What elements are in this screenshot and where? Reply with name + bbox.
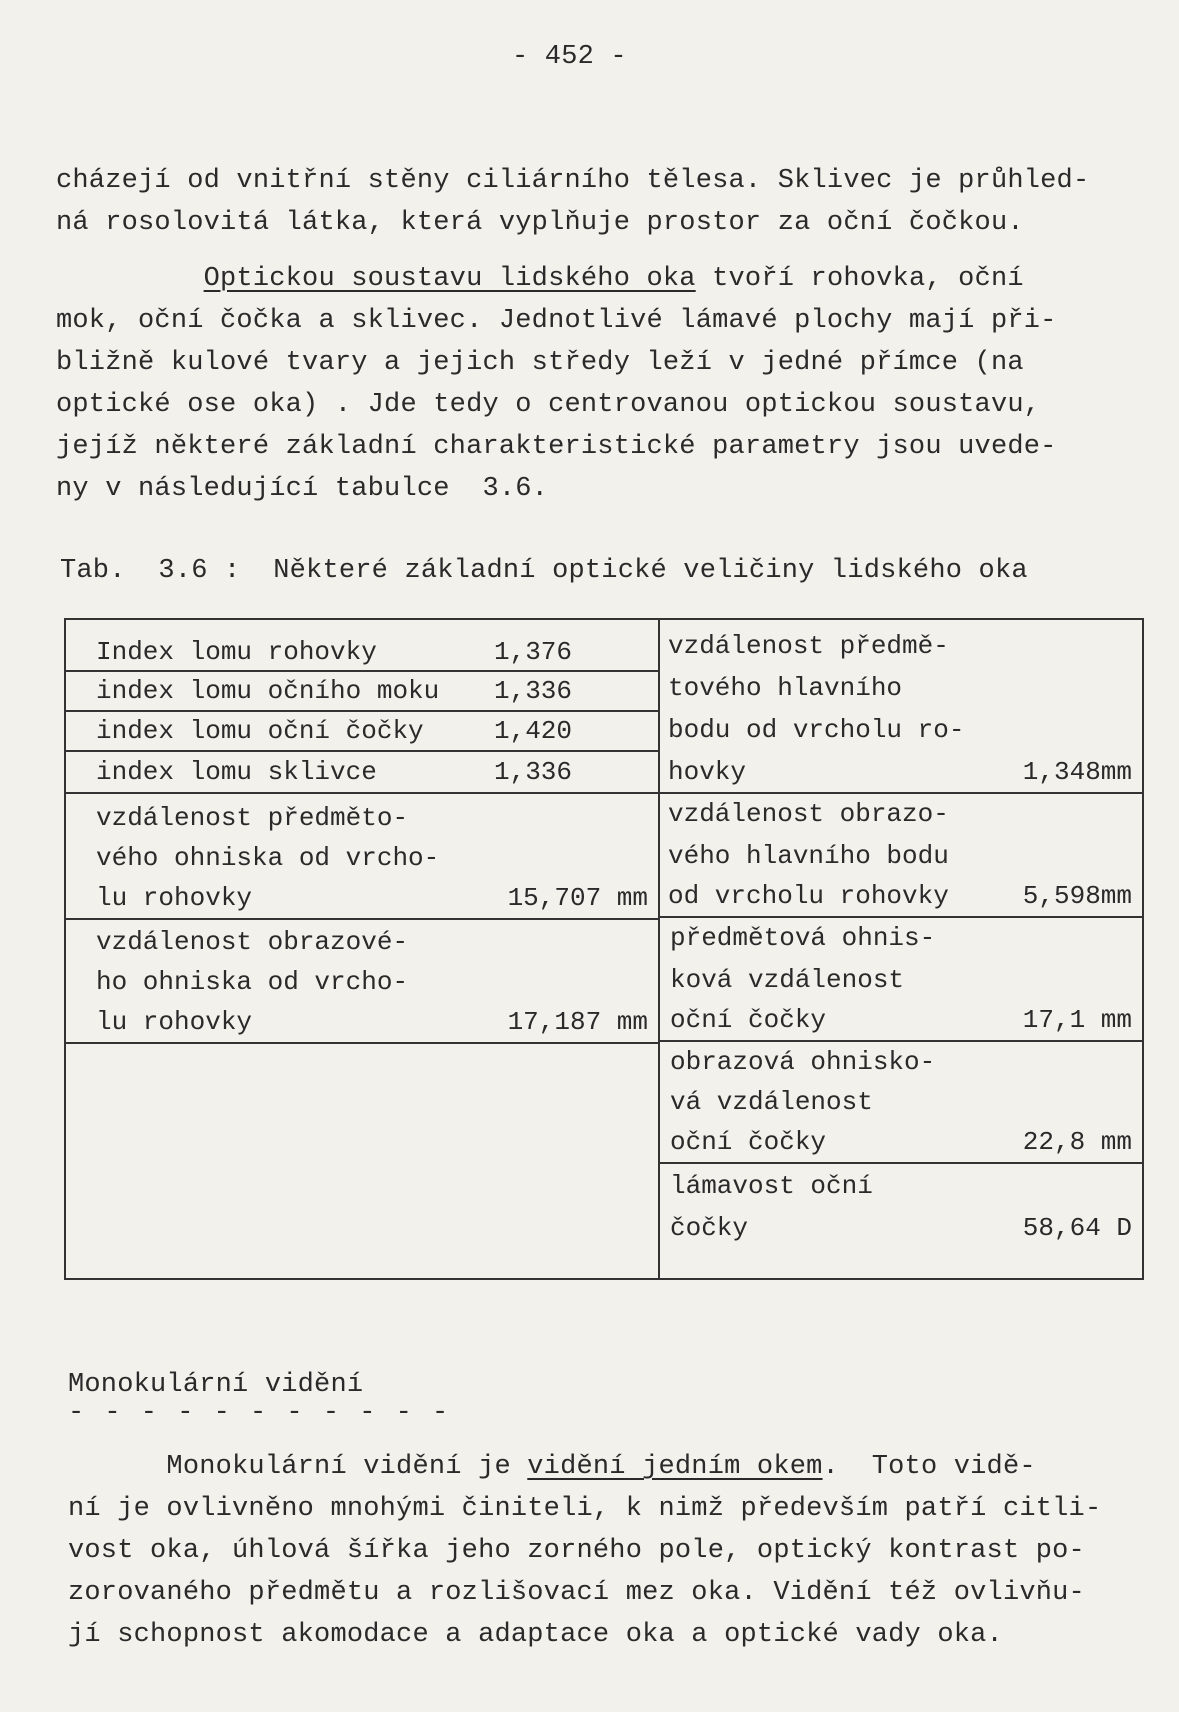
optics-line-1 [56, 264, 1024, 294]
table-border-bottom [64, 1278, 1144, 1280]
right-label-1-line-1: vzdálenost předmě- [668, 631, 949, 661]
section-line-3: vost oka, úhlová šířka jeho zorného pole, optický kontrast po- [68, 1536, 1085, 1566]
right-label-2-line-1: vzdálenost obrazo- [668, 799, 949, 829]
right-label-2-line-3: od vrcholu rohovky [668, 881, 949, 911]
section-heading-dashes: - - - - - - - - - - - [68, 1398, 451, 1428]
right-label-1-line-2: tového hlavního [668, 673, 903, 703]
left-label-5-line-2: vého ohniska od vrcho- [96, 843, 440, 873]
optics-line-3: bližně kulové tvary a jejich středy leží v jedné přímce (na [56, 348, 1024, 378]
left-label-4: index lomu sklivce [96, 757, 377, 787]
right-label-3-line-3: oční čočky [670, 1005, 827, 1035]
left-label-6-line-3: lu rohovky [96, 1007, 253, 1037]
left-value-3: 1,420 [494, 716, 573, 746]
section-line-5: jí schopnost akomodace a adaptace oka a optické vady oka. [68, 1620, 1003, 1650]
optics-underlined-term: Optickou soustavu lidského oka [203, 264, 696, 294]
left-value-6: 17,187 mm [507, 1007, 648, 1037]
right-label-3-line-2: ková vzdálenost [670, 965, 905, 995]
left-label-5-line-1: vzdálenost předměto- [96, 803, 409, 833]
table-caption: Tab. 3.6 : Některé základní optické veličiny lidského oka [60, 556, 1028, 586]
table-border-left [64, 618, 66, 1280]
optics-line-6: ny v následující tabulce 3.6. [56, 474, 549, 504]
left-label-1: Index lomu rohovky [96, 637, 377, 667]
right-label-4-line-3: oční čočky [670, 1127, 827, 1157]
left-label-6-line-1: vzdálenost obrazové- [96, 927, 409, 957]
right-label-5-line-2: čočky [670, 1213, 749, 1243]
right-label-4-line-2: vá vzdálenost [670, 1087, 873, 1117]
intro-line-1: cházejí od vnitřní stěny ciliárního tělesa. Sklivec je průhled- [56, 166, 1090, 196]
right-label-1-line-4: hovky [668, 757, 747, 787]
section-line-4: zorovaného předmětu a rozlišovací mez oka. Vidění též ovlivňu- [68, 1578, 1085, 1608]
optics-line-1-rest: tvoří rohovka, oční [695, 264, 1024, 294]
right-label-2-line-2: vého hlavního bodu [668, 841, 949, 871]
left-value-1: 1,376 [494, 637, 573, 667]
section-underlined-term: vidění jedním okem [527, 1452, 823, 1482]
right-label-4-line-1: obrazová ohnisko- [670, 1047, 936, 1077]
page-number: - 452 - [512, 42, 627, 72]
optics-line-2: mok, oční čočka a sklivec. Jednotlivé lámavé plochy mají při- [56, 306, 1057, 336]
left-value-4: 1,336 [494, 757, 573, 787]
section-line-1-rest: . Toto vidě- [822, 1452, 1036, 1482]
left-label-5-line-3: lu rohovky [96, 883, 253, 913]
left-value-2: 1,336 [494, 676, 573, 706]
right-value-3: 17,1 mm [1022, 1005, 1132, 1035]
optics-line-5: jejíž některé základní charakteristické parametry jsou uvede- [56, 432, 1057, 462]
table-column-divider [658, 618, 660, 1280]
right-value-5: 58,64 D [1022, 1213, 1132, 1243]
section-heading: Monokulární vidění [68, 1370, 364, 1400]
section-line-2: ní je ovlivněno mnohými činiteli, k nimž především patří citli- [68, 1494, 1102, 1524]
left-label-3: index lomu oční čočky [96, 716, 424, 746]
right-label-3-line-1: předmětová ohnis- [670, 923, 936, 953]
left-label-2: index lomu očního moku [96, 676, 440, 706]
table-border-right [1142, 618, 1144, 1280]
right-label-1-line-3: bodu od vrcholu ro- [668, 715, 965, 745]
optics-line-4: optické ose oka) . Jde tedy o centrovanou optickou soustavu, [56, 390, 1041, 420]
section-line-1 [68, 1452, 1036, 1482]
section-line-1-start: Monokulární vidění je [68, 1452, 528, 1482]
table-border-top [64, 618, 1144, 620]
right-value-1: 1,348mm [1022, 757, 1132, 787]
left-label-6-line-2: ho ohniska od vrcho- [96, 967, 409, 997]
right-value-2: 5,598mm [1022, 881, 1132, 911]
intro-line-2: ná rosolovitá látka, která vyplňuje prostor za oční čočkou. [56, 208, 1024, 238]
right-value-4: 22,8 mm [1022, 1127, 1132, 1157]
optical-quantities-table [64, 618, 1144, 1280]
left-value-5: 15,707 mm [507, 883, 648, 913]
right-label-5-line-1: lámavost oční [670, 1171, 873, 1201]
